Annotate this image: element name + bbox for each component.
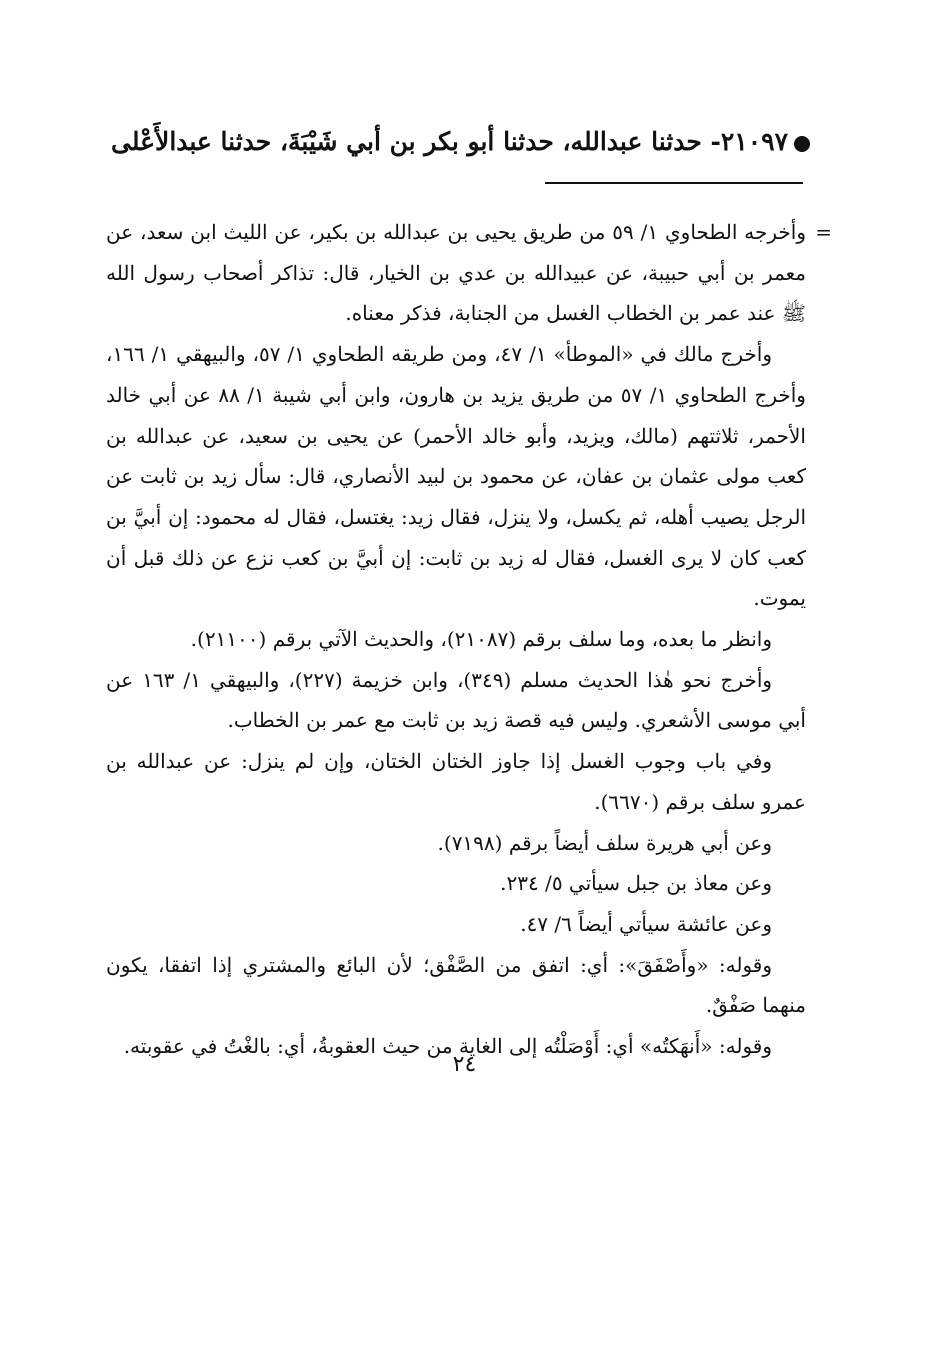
footnotes-section — [106, 212, 832, 1067]
footnote-paragraph: وفي باب وجوب الغسل إذا جاوز الختان الختان، وإن لم ينزل: عن عبدالله بن عمرو سلف برقم (٦٦٧٠). — [106, 749, 806, 814]
footnote-paragraph: وانظر ما بعده، وما سلف برقم (٢١٠٨٧)، والحديث الآتي برقم (٢١١٠٠). — [190, 627, 772, 652]
hadith-text: ٢١٠٩٧- حدثنا عبدالله، حدثنا أبو بكر بن أبي شَيْبَةَ، حدثنا عبدالأَعْلى — [111, 127, 788, 156]
footnote-separator — [545, 182, 803, 184]
footnote-paragraph: وعن عائشة سيأتي أيضاً ٦/ ٤٧. — [520, 911, 772, 936]
continuation-mark: = — [815, 220, 832, 244]
footnote-paragraph: وقوله: «أَنهَكتُه» أي: أَوْصَلْتُه إلى الغاية من حيث العقوبةُ، أي: بالغْتُ في عقوبته. — [123, 1034, 772, 1059]
hadith-chain-line — [100, 122, 810, 162]
page-number: ٢٤ — [452, 1052, 477, 1077]
footnote-paragraph: وعن معاذ بن جبل سيأتي ٥/ ٢٣٤. — [500, 871, 772, 896]
footnote-paragraph: وقوله: «وأَصْفَقَ»: أي: اتفق من الصَّفْق؛ لأن البائع والمشتري إذا اتفقا، يكون منهما صَفْقٌ. — [106, 952, 806, 1018]
footnote-paragraph: وأخرج مالك في «الموطأ» ١/ ٤٧، ومن طريقه الطحاوي ١/ ٥٧، والبيهقي ١/ ١٦٦، وأخرج الطحاوي ١/ ٥٧ من طريق يزيد بن هارون، وابن أبي شيبة ١/ ٨٨ عن أبي خالد الأحمر، ثلاثتهم (مالك، ويزيد، وأبو خالد الأحمر) عن يحيى بن سعيد، عن عبدالله بن كعب مولى عثمان بن عفان، عن محمود بن لبيد الأنصاري، قال: سأل زيد بن ثابت عن الرجل يصيب أهله، ثم يكسل، ولا ينزل، فقال زيد: يغتسل، فقال له محمود: إن أبيَّ بن كعب كان لا يرى الغسل، فقال له زيد بن ثابت: إن أبيَّ بن كعب نزع عن ذلك قبل أن يموت. — [106, 342, 806, 611]
footnote-paragraph: وأخرجه الطحاوي ١/ ٥٩ من طريق يحيى بن عبدالله بن بكير، عن الليث ابن سعد، عن معمر بن أبي حبيبة، عن عبيدالله بن عدي بن الخيار، قال: تذاكر أصحاب رسول الله ﷺ عند عمر بن الخطاب الغسل من الجنابة، فذكر معناه. — [106, 220, 806, 326]
footnote-paragraph: وعن أبي هريرة سلف أيضاً برقم (٧١٩٨). — [437, 830, 772, 855]
bullet-icon — [794, 136, 810, 152]
footnote-paragraph: وأخرج نحو هٰذا الحديث مسلم (٣٤٩)، وابن خزيمة (٢٢٧)، والبيهقي ١/ ١٦٣ عن أبي موسى الأشعري. وليس فيه قصة زيد بن ثابت مع عمر بن الخطاب. — [106, 667, 806, 733]
